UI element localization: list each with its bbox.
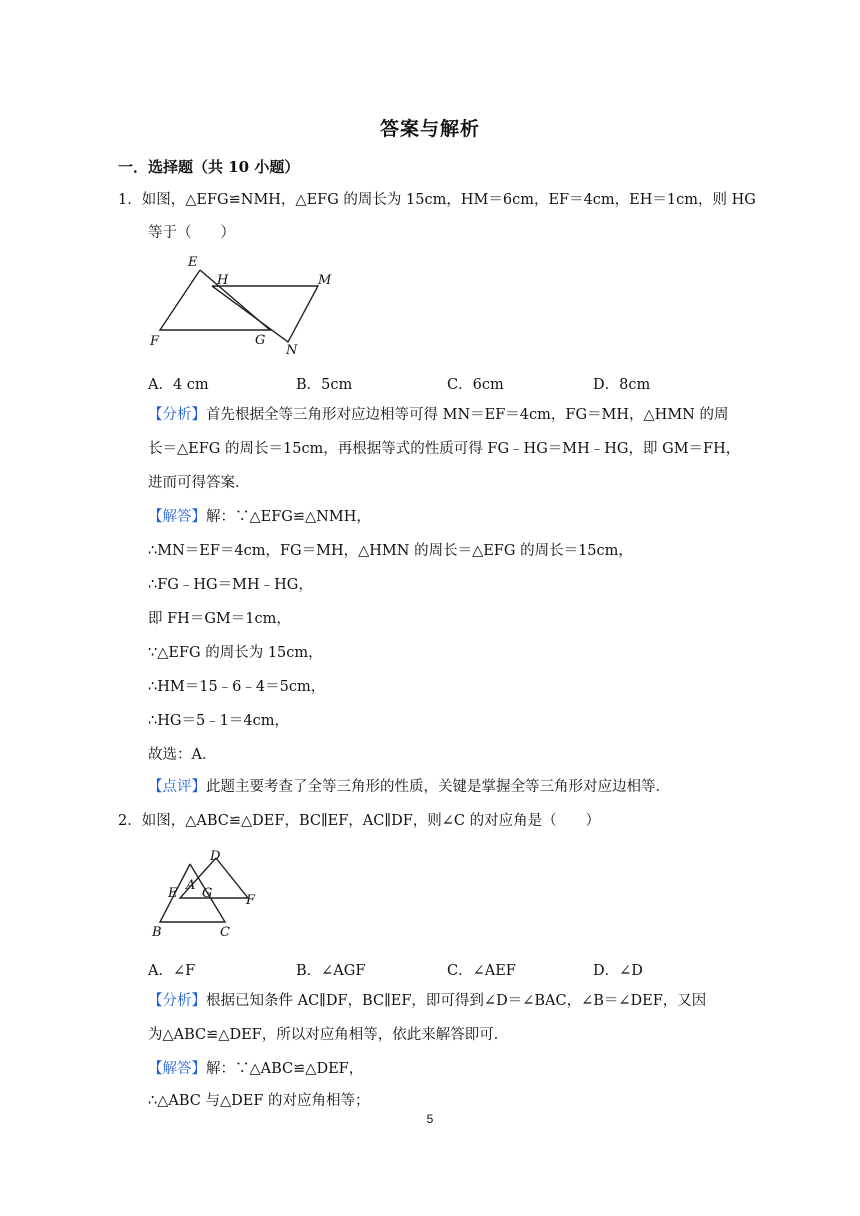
q2-analysis-line1 (148, 991, 706, 1011)
q2-option-b[interactable]: B．∠AGF (296, 963, 366, 979)
q1-analysis-line2: 长＝△EFG 的周长＝15cm，再根据等式的性质可得 FG﹣HG＝MH﹣HG，即 GM＝FH， (148, 441, 741, 457)
q1-label-h: H (217, 273, 229, 288)
q1-comment-text: 此题主要考查了全等三角形的性质，关键是掌握全等三角形对应边相等． (206, 779, 670, 795)
q2-label-b: B (152, 925, 162, 940)
page-number: 5 (426, 1112, 434, 1126)
q2-label-a: A (186, 878, 196, 893)
q1-option-b[interactable]: B．5cm (296, 377, 353, 393)
q2-label-g: G (202, 886, 213, 901)
q1-analysis-line3: 进而可得答案． (148, 475, 250, 491)
q2-figure (140, 842, 270, 946)
q1-step-1: ∴MN＝EF＝4cm，FG＝MH，△HMN 的周长＝△EFG 的周长＝15cm， (148, 543, 633, 559)
q1-analysis-tag: 【分析】 (148, 407, 206, 423)
q2-label-e: E (168, 886, 178, 901)
q2-option-d[interactable]: D．∠D (593, 963, 643, 979)
q2-solution-line (148, 1059, 363, 1079)
q2-solution-head: 解：∵△ABC≌△DEF， (206, 1061, 364, 1077)
q1-step-7: 故选：A． (148, 747, 217, 763)
q1-figure (140, 250, 350, 364)
q1-analysis-text1: 首先根据全等三角形对应边相等可得 MN＝EF＝4cm，FG＝MH，△HMN 的周 (206, 407, 729, 423)
q1-step-5: ∴HM＝15﹣6﹣4＝5cm， (148, 679, 326, 695)
q2-analysis-line2: 为△ABC≌△DEF，所以对应角相等，依此来解答即可． (148, 1027, 509, 1043)
page-title: 答案与解析 (379, 118, 480, 140)
q2-solution-tag: 【解答】 (148, 1061, 206, 1077)
q2-step-1: ∴△ABC 与△DEF 的对应角相等； (148, 1093, 370, 1109)
q2-option-a[interactable]: A．∠F (148, 963, 196, 979)
q1-step-2: ∴FG﹣HG＝MH﹣HG， (148, 577, 313, 593)
section-heading: 一．选择题（共 10 小题） (118, 158, 300, 176)
q1-step-3: 即 FH＝GM＝1cm， (148, 611, 291, 627)
q1-step-6: ∴HG＝5﹣1＝4cm， (148, 713, 289, 729)
q1-label-e: E (188, 255, 198, 270)
q2-stem: 2．如图，△ABC≌△DEF，BC∥EF，AC∥DF，则∠C 的对应角是（ ） (118, 813, 601, 829)
q1-label-g: G (255, 333, 266, 348)
q1-comment-tag: 【点评】 (148, 779, 206, 795)
q2-option-c[interactable]: C．∠AEF (447, 963, 516, 979)
q1-stem-line1: 1．如图，△EFG≌NMH，△EFG 的周长为 15cm，HM＝6cm，EF＝4cm，EH＝1cm，则 HG (118, 192, 756, 208)
q1-option-c[interactable]: C．6cm (447, 377, 504, 393)
q1-label-m: M (318, 273, 332, 288)
q1-figure-svg (140, 250, 350, 360)
q2-label-d: D (210, 849, 221, 864)
q1-step-4: ∵△EFG 的周长为 15cm， (148, 645, 323, 661)
q2-analysis-tag: 【分析】 (148, 993, 206, 1009)
q2-label-f: F (246, 893, 256, 908)
q1-triangle-efg (160, 270, 270, 330)
q1-solution-tag: 【解答】 (148, 509, 206, 525)
q2-label-c: C (220, 925, 230, 940)
q2-figure-svg (140, 842, 270, 942)
q1-solution-head: 解：∵△EFG≌△NMH， (206, 509, 371, 525)
q1-stem-line2: 等于（ ） (148, 225, 235, 241)
q2-analysis-text1: 根据已知条件 AC∥DF，BC∥EF，即可得到∠D＝∠BAC，∠B＝∠DEF，又因 (206, 993, 707, 1009)
q1-label-f: F (150, 334, 160, 349)
q1-label-n: N (286, 343, 298, 358)
q1-option-d[interactable]: D．8cm (593, 377, 651, 393)
q1-solution-line (148, 507, 371, 527)
q1-analysis-line1 (148, 405, 728, 425)
q1-comment-line (148, 777, 670, 797)
q1-option-a[interactable]: A．4 cm (148, 377, 209, 393)
